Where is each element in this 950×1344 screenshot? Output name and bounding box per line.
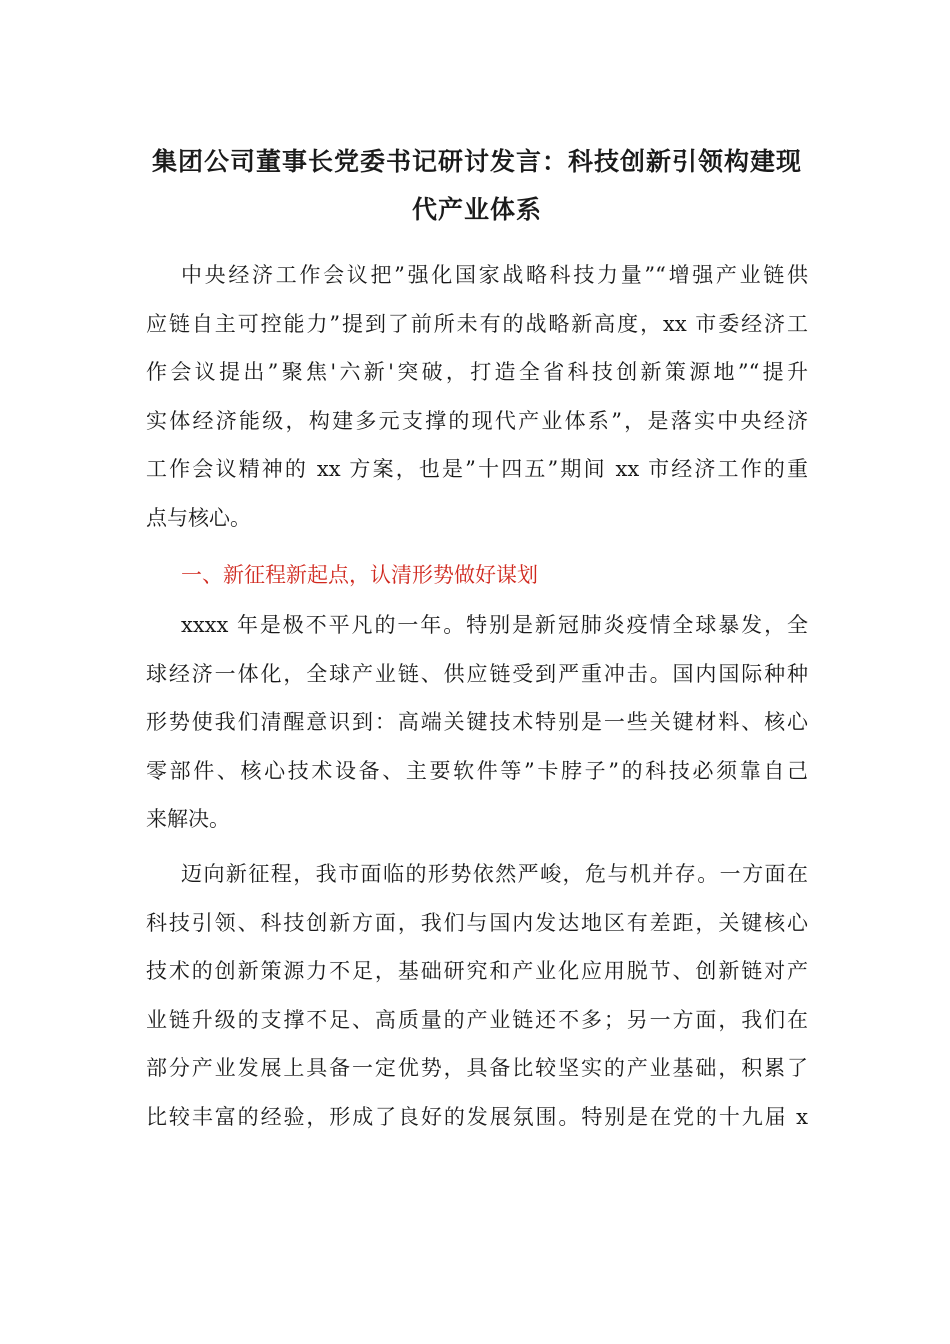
paragraph-3-line: 技术的创新策源力不足，基础研究和产业化应用脱节、创新链对产 xyxy=(146,959,808,984)
paragraph-3-line: 科技引领、科技创新方面，我们与国内发达地区有差距，关键核心 xyxy=(146,910,808,935)
paragraph-1-line: 作会议提出”聚焦'六新'突破，打造全省科技创新策源地”“提升 xyxy=(146,360,808,385)
paragraph-2-line: 零部件、核心技术设备、主要软件等”卡脖子”的科技必须靠自己 xyxy=(146,758,808,783)
paragraph-2-line: xxxx 年是极不平凡的一年。特别是新冠肺炎疫情全球暴发，全 xyxy=(181,613,808,637)
section-1-heading xyxy=(146,551,808,600)
paragraph-3-line: 迈向新征程，我市面临的形势依然严峻，危与机并存。一方面在 xyxy=(181,862,808,886)
paragraph-3-line: 部分产业发展上具备一定优势，具备比较坚实的产业基础，积累了 xyxy=(146,1056,808,1081)
paragraph-1-line: 应链自主可控能力”提到了前所未有的战略新高度，xx 市委经济工 xyxy=(146,311,808,336)
paragraph-2-line: 来解决。 xyxy=(146,807,230,832)
paragraph-3-line: 比较丰富的经验，形成了良好的发展氛围。特别是在党的十九届 x xyxy=(146,1104,808,1129)
paragraph-2-line: 形势使我们清醒意识到：高端关键技术特别是一些关键材料、核心 xyxy=(146,710,808,735)
paragraph-3-line: 业链升级的支撑不足、高质量的产业链还不多；另一方面，我们在 xyxy=(146,1007,808,1032)
title-line-1: 集团公司董事长党委书记研讨发言：科技创新引领构建现 xyxy=(151,147,802,176)
document-title xyxy=(146,138,808,234)
section-1-heading-text: 一、新征程新起点，认清形势做好谋划 xyxy=(181,563,538,587)
paragraph-1-line: 工作会议精神的 xx 方案，也是”十四五”期间 xx 市经济工作的重 xyxy=(146,457,808,482)
paragraph-3 xyxy=(146,850,808,1142)
paragraph-1-line: 实体经济能级，构建多元支撑的现代产业体系”，是落实中央经济 xyxy=(146,408,808,433)
paragraph-2-line: 球经济一体化，全球产业链、供应链受到严重冲击。国内国际种种 xyxy=(146,661,808,686)
paragraph-1-line: 中央经济工作会议把”强化国家战略科技力量”“增强产业链供 xyxy=(181,263,808,287)
paragraph-2 xyxy=(146,601,808,844)
paragraph-1-line: 点与核心。 xyxy=(146,505,251,530)
title-line-2: 代产业体系 xyxy=(411,195,542,224)
paragraph-1 xyxy=(146,251,808,543)
